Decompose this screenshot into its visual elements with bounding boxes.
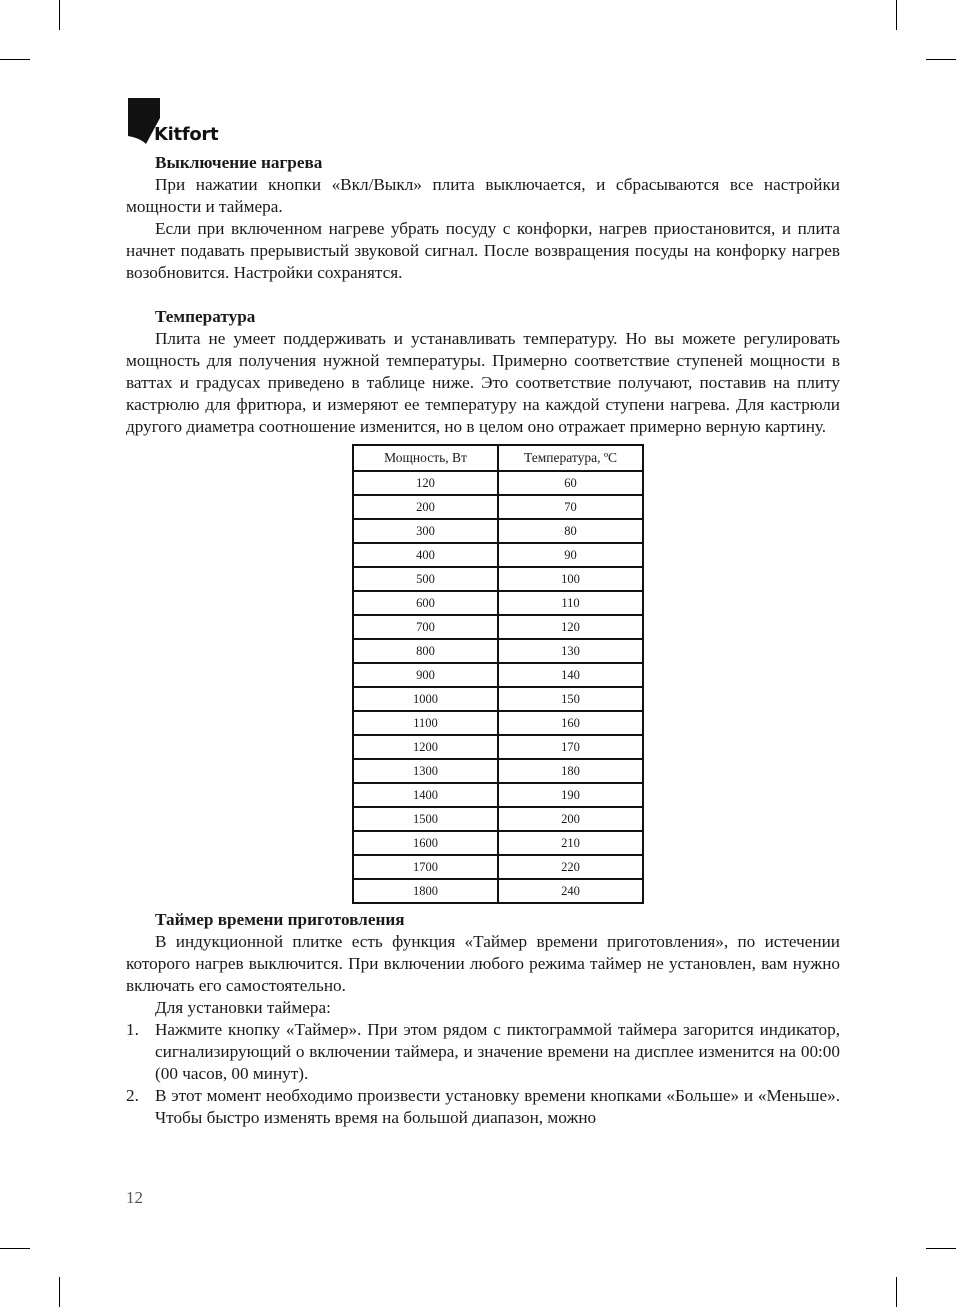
crop-mark [896,0,897,30]
table-row [353,591,643,615]
paragraph: При нажатии кнопки «Вкл/Выкл» плита выключается, и сбрасываются все настройки мощности и таймера. [126,175,840,216]
list-item [126,1019,840,1085]
cell-power: 1000 [353,687,498,711]
cell-power: 1800 [353,879,498,903]
cell-power: 1700 [353,855,498,879]
crop-mark [59,0,60,30]
cell-temperature: 210 [498,831,643,855]
cell-power: 300 [353,519,498,543]
section-heading-timer: Таймер времени приготовления [155,910,405,929]
cell-power: 500 [353,567,498,591]
crop-mark [896,1277,897,1307]
crop-mark [0,1248,30,1249]
page-content [126,152,840,1129]
table-row [353,807,643,831]
cell-temperature: 70 [498,495,643,519]
cell-temperature: 130 [498,639,643,663]
crop-mark [926,1248,956,1249]
cell-power: 1400 [353,783,498,807]
table-row [353,687,643,711]
table-row [353,783,643,807]
list-number: 2. [126,1086,139,1105]
cell-power: 200 [353,495,498,519]
crop-mark [0,59,30,60]
spacer [126,284,840,306]
table-row [353,711,643,735]
cell-power: 1500 [353,807,498,831]
crop-mark [926,59,956,60]
cell-temperature: 60 [498,471,643,495]
timer-steps-list [126,1019,840,1129]
cell-power: 600 [353,591,498,615]
cell-temperature: 190 [498,783,643,807]
page-number: 12 [126,1188,143,1207]
cell-power: 1200 [353,735,498,759]
table-row [353,735,643,759]
cell-power: 1300 [353,759,498,783]
cell-temperature: 110 [498,591,643,615]
table-row [353,495,643,519]
table-header-row [353,445,643,471]
cell-power: 1600 [353,831,498,855]
cell-temperature: 200 [498,807,643,831]
table-row [353,471,643,495]
table-row [353,855,643,879]
list-text: В этот момент необходимо произвести установку времени кнопками «Больше» и «Меньше». Чтобы быстро изменять время на большой диапазон, можно [155,1086,840,1127]
section-heading-temperature: Температура [155,307,256,326]
paragraph: Плита не умеет поддерживать и устанавливать температуру. Но вы можете регулировать мощность для получения нужной температуры. Примерно соответствие ступеней мощности в ваттах и градусах приведено в таблице ниже. Это соответствие получают, поставив на плиту кастрюлю для фритюра, и измеряют ее температуру на каждой ступени нагрева. Для кастрюли другого диаметра соотношение изменится, но в целом оно отражает примерно верную картину. [126,329,840,436]
list-text: Нажмите кнопку «Таймер». При этом рядом с пиктограммой таймера загорится индикатор, сигнализирующий о включении таймера, и значение времени на дисплее изменится на 00:00 (00 часов, 00 минут). [155,1020,840,1083]
cell-temperature: 240 [498,879,643,903]
cell-temperature: 80 [498,519,643,543]
cell-temperature: 160 [498,711,643,735]
table-row [353,615,643,639]
cell-temperature: 180 [498,759,643,783]
column-header-power: Мощность, Вт [353,445,498,471]
cell-power: 700 [353,615,498,639]
list-number: 1. [126,1020,139,1039]
paragraph: Если при включенном нагреве убрать посуду с конфорки, нагрев приостановится, и плита начнет подавать прерывистый звуковой сигнал. После возвращения посуды на конфорку нагрев возобновится. Настройки сохранятся. [126,219,840,282]
cell-temperature: 120 [498,615,643,639]
table-row [353,831,643,855]
cell-temperature: 140 [498,663,643,687]
table-row [353,543,643,567]
cell-power: 400 [353,543,498,567]
paragraph: В индукционной плитке есть функция «Таймер времени приготовления», по истечении которого нагрев выключится. При включении любого режима таймер не установлен, вам нужно включать его самостоятельно. [126,932,840,995]
table-row [353,879,643,903]
cell-temperature: 90 [498,543,643,567]
table-body [353,471,643,903]
cell-power: 120 [353,471,498,495]
list-item [126,1085,840,1129]
cell-power: 900 [353,663,498,687]
column-header-temperature: Температура, ºС [498,445,643,471]
table-row [353,759,643,783]
cell-temperature: 100 [498,567,643,591]
crop-mark [59,1277,60,1307]
paragraph: Для установки таймера: [155,998,331,1017]
power-temperature-table [352,444,644,904]
brand-name: Kitfort [154,124,219,145]
table-row [353,519,643,543]
cell-power: 800 [353,639,498,663]
table-row [353,663,643,687]
cell-temperature: 170 [498,735,643,759]
table-row [353,639,643,663]
cell-temperature: 150 [498,687,643,711]
cell-power: 1100 [353,711,498,735]
cell-temperature: 220 [498,855,643,879]
section-heading-heating-off: Выключение нагрева [155,153,323,172]
table-row [353,567,643,591]
